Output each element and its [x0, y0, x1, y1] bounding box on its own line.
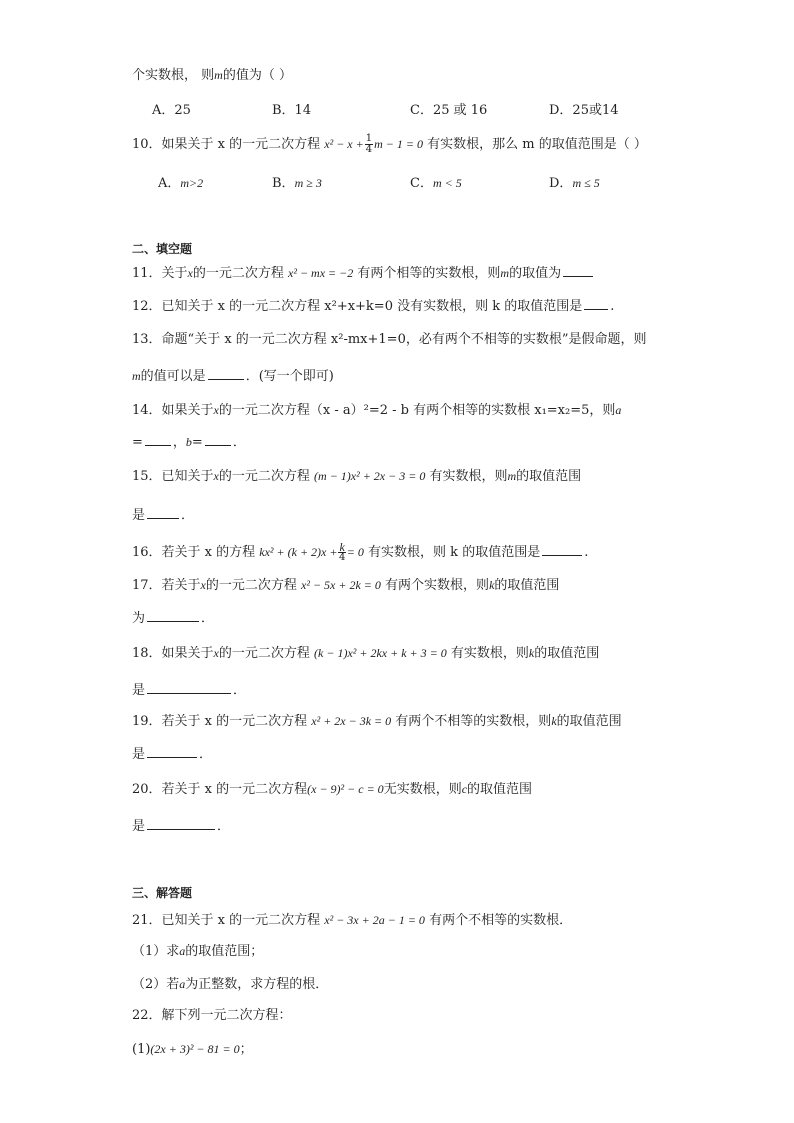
q14-eq-a: =: [132, 435, 143, 450]
q13-mid: 的值可以是: [140, 369, 206, 384]
q18-line2-text: 是: [132, 683, 146, 698]
q20-suffix: 无实数根，则: [383, 782, 462, 797]
q20-line2-text: 是: [132, 819, 146, 834]
q12-answer-blank[interactable]: [584, 297, 608, 310]
q14-var-a: a: [615, 403, 622, 417]
q15-line2-text: 是: [132, 508, 146, 523]
q17-line2-text: 为: [132, 611, 146, 626]
q16-eq-b: = 0: [346, 545, 364, 559]
q19-suffix: 有两个不相等的实数根，则: [395, 714, 552, 729]
q12-text: 12．已知关于 x 的一元二次方程 x²+x+k=0 没有实数根，则 k 的取值范围是: [132, 299, 583, 314]
q13-var: m: [132, 369, 141, 383]
q21-part2-prefix: （2）若: [132, 977, 180, 992]
q17-prefix: 17．若关于: [132, 578, 201, 593]
q19-prefix: 19．若关于 x 的一元二次方程: [132, 714, 308, 729]
q18-prefix: 18．如果关于: [132, 646, 214, 661]
q17-var: x: [200, 578, 206, 592]
q18-mid: 的一元二次方程: [218, 646, 310, 661]
q9-option-d: D．25或14: [549, 103, 619, 118]
q14-text: 的一元二次方程（x - a）²=2 - b 有两个相等的实数根 x₁=x₂=5，则: [218, 403, 616, 418]
q17-line2: [132, 609, 214, 628]
q14-line1: [132, 401, 621, 420]
section-2-title: 二、填空题: [132, 242, 193, 256]
q16-suffix: 有实数根，则 k 的取值范围是: [368, 545, 541, 560]
q10-option-c-letter: C．: [410, 176, 433, 191]
q10-option-a: [158, 172, 203, 191]
q14-end: ．: [232, 435, 246, 450]
q18-var: x: [213, 646, 219, 660]
q18-answer-blank[interactable]: [147, 681, 231, 694]
q20-tail: 的取值范围: [467, 782, 533, 797]
q19-line2: [132, 745, 212, 764]
q18-end: ．: [233, 683, 247, 698]
q10-option-c: [410, 172, 462, 191]
q16-eq-a: kx² + (k + 2)x +: [259, 545, 338, 559]
q15-end: ．: [181, 508, 195, 523]
q10-frac-den: 4: [365, 144, 373, 155]
q15-var2: m: [507, 469, 517, 483]
q9-option-c: C．25 或 16: [410, 103, 488, 118]
q16-prefix: 16．若关于 x 的方程: [132, 545, 256, 560]
q18-var2: k: [528, 646, 535, 660]
q19-answer-blank[interactable]: [147, 745, 197, 758]
q9-tail: [132, 66, 292, 85]
q20-line2: [132, 817, 230, 836]
q21-stem: [132, 911, 572, 930]
q15-equation: (m − 1)x² + 2x − 3 = 0: [314, 469, 426, 483]
q11-suffix: 有两个相等的实数根，则: [357, 266, 501, 281]
q10-eq-a: x² − x +: [324, 137, 364, 151]
q21-part2: [132, 975, 328, 994]
q14-prefix: 14．如果关于: [132, 403, 214, 418]
q10-eq-b: m − 1 = 0: [374, 137, 423, 151]
q9-tail-text: 个实数根， 则: [132, 68, 215, 83]
q17-line1: [132, 576, 559, 595]
q10-option-d: [549, 172, 600, 191]
q15-mid: 的一元二次方程: [218, 469, 310, 484]
q16: [132, 542, 588, 563]
q18-tail: 的取值范围: [534, 646, 600, 661]
q16-end: .: [584, 545, 589, 560]
q9-tail-rest: 的值为（ ）: [222, 68, 292, 83]
q9-option-a: A．25: [152, 103, 191, 118]
q10-option-a-expr: m>2: [180, 176, 204, 190]
q11-var: x: [187, 266, 193, 280]
q13-line1: 13．命题“关于 x 的一元二次方程 x²-mx+1=0，必有两个不相等的实数根”是假命题，则: [132, 332, 647, 347]
q19-var2: k: [551, 714, 557, 728]
q21-part2-text: 为正整数，求方程的根．: [185, 977, 329, 992]
q20-var2: c: [461, 782, 468, 796]
q9-var: m: [214, 68, 223, 82]
q10-fraction: [365, 134, 373, 155]
q15-answer-blank[interactable]: [147, 506, 179, 519]
q13-end: ．(写一个即可): [245, 369, 334, 384]
q17-equation: x² − 5x + 2k = 0: [301, 578, 381, 592]
q11-answer-blank[interactable]: [563, 264, 593, 277]
q16-frac-den: 4: [338, 552, 346, 563]
q11-mid: 的一元二次方程: [192, 266, 284, 281]
q10-option-b-expr: m ≥ 3: [294, 176, 322, 190]
q14-comma: ，: [172, 435, 186, 450]
q15-line1: [132, 467, 581, 486]
q19-line2-text: 是: [132, 747, 146, 762]
q19-tail: 的取值范围: [556, 714, 622, 729]
q10-option-a-letter: A．: [158, 176, 181, 191]
q22-part1-end: ；: [239, 1042, 253, 1057]
q14-answer-b-blank[interactable]: [205, 433, 231, 446]
q14-eq-b: =: [191, 435, 203, 450]
q13-answer-blank[interactable]: [208, 367, 244, 380]
q20-equation: (x − 9)² − c = 0: [307, 782, 384, 796]
q10-stem: [132, 134, 647, 155]
q17-var2: k: [489, 578, 495, 592]
q21-suffix: 有两个不相等的实数根．: [429, 913, 573, 928]
q17-end: ．: [201, 611, 215, 626]
q9-option-b: B．14: [272, 103, 312, 118]
q22-title: 22．解下列一元二次方程：: [132, 1008, 292, 1023]
q11-equation: x² − mx = −2: [288, 266, 354, 280]
q20-line1: [132, 780, 532, 799]
q15-suffix: 有实数根，则: [429, 469, 508, 484]
q20-prefix: 20．若关于 x 的一元二次方程: [132, 782, 308, 797]
q15-line2: [132, 506, 194, 525]
q17-tail: 的取值范围: [494, 578, 560, 593]
q11: [132, 264, 595, 283]
q12: [132, 297, 614, 316]
q21-part1: [132, 942, 263, 961]
q15-tail: 的取值范围: [516, 469, 582, 484]
q21-part1-text: 的取值范围；: [185, 944, 264, 959]
q21-equation: x² − 3x + 2a − 1 = 0: [324, 913, 425, 927]
q16-answer-blank[interactable]: [542, 543, 582, 556]
q21-part2-var: a: [179, 977, 186, 991]
q14-answer-a-blank[interactable]: [145, 433, 171, 446]
q17-mid: 的一元二次方程: [205, 578, 297, 593]
q19-end: ．: [199, 747, 213, 762]
q18-line2: [132, 681, 246, 700]
q17-suffix: 有两个实数根，则: [385, 578, 490, 593]
q10-option-d-expr: m ≤ 5: [572, 176, 600, 190]
q11-var2: m: [500, 266, 510, 280]
q10-option-c-expr: m < 5: [432, 176, 462, 190]
q18-line1: [132, 644, 599, 663]
q17-answer-blank[interactable]: [147, 609, 199, 622]
q13-line2: [132, 367, 334, 386]
q21-part1-var: a: [179, 944, 186, 958]
q10-frac-num: 1: [365, 133, 373, 144]
q20-end: ．: [217, 819, 231, 834]
q11-tail: 的取值为: [509, 266, 562, 281]
q21-prefix: 21．已知关于 x 的一元二次方程: [132, 913, 321, 928]
q22-part1: [132, 1040, 253, 1059]
q10-option-b-letter: B．: [272, 176, 295, 191]
q11-prefix: 11．关于: [132, 266, 188, 281]
q15-var: x: [213, 469, 219, 483]
q20-answer-blank[interactable]: [147, 817, 215, 830]
q21-part1-prefix: （1）求: [132, 944, 180, 959]
q19-equation: x² + 2x − 3k = 0: [311, 714, 392, 728]
q16-frac-num: k: [339, 540, 345, 554]
q10-option-d-letter: D．: [549, 176, 573, 191]
section-3-title: 三、解答题: [132, 886, 193, 900]
q22-part1-label: (1): [132, 1042, 151, 1057]
q14-var: x: [213, 403, 219, 417]
q22-part1-equation: (2x + 3)² − 81 = 0: [150, 1042, 240, 1056]
q15-prefix: 15．已知关于: [132, 469, 214, 484]
q10-option-b: [272, 172, 322, 191]
q10-suffix: 有实数根，那么 m 的取值范围是（ ）: [427, 137, 647, 152]
q19-line1: [132, 712, 622, 731]
q14-line2: [132, 433, 246, 452]
q16-fraction: [338, 542, 345, 563]
q14-var-b: b: [185, 435, 192, 449]
q12-end: .: [610, 299, 615, 314]
q10-prefix: 10．如果关于 x 的一元二次方程: [132, 137, 321, 152]
q18-suffix: 有实数根，则: [450, 646, 529, 661]
q18-equation: (k − 1)x² + 2kx + k + 3 = 0: [314, 646, 447, 660]
